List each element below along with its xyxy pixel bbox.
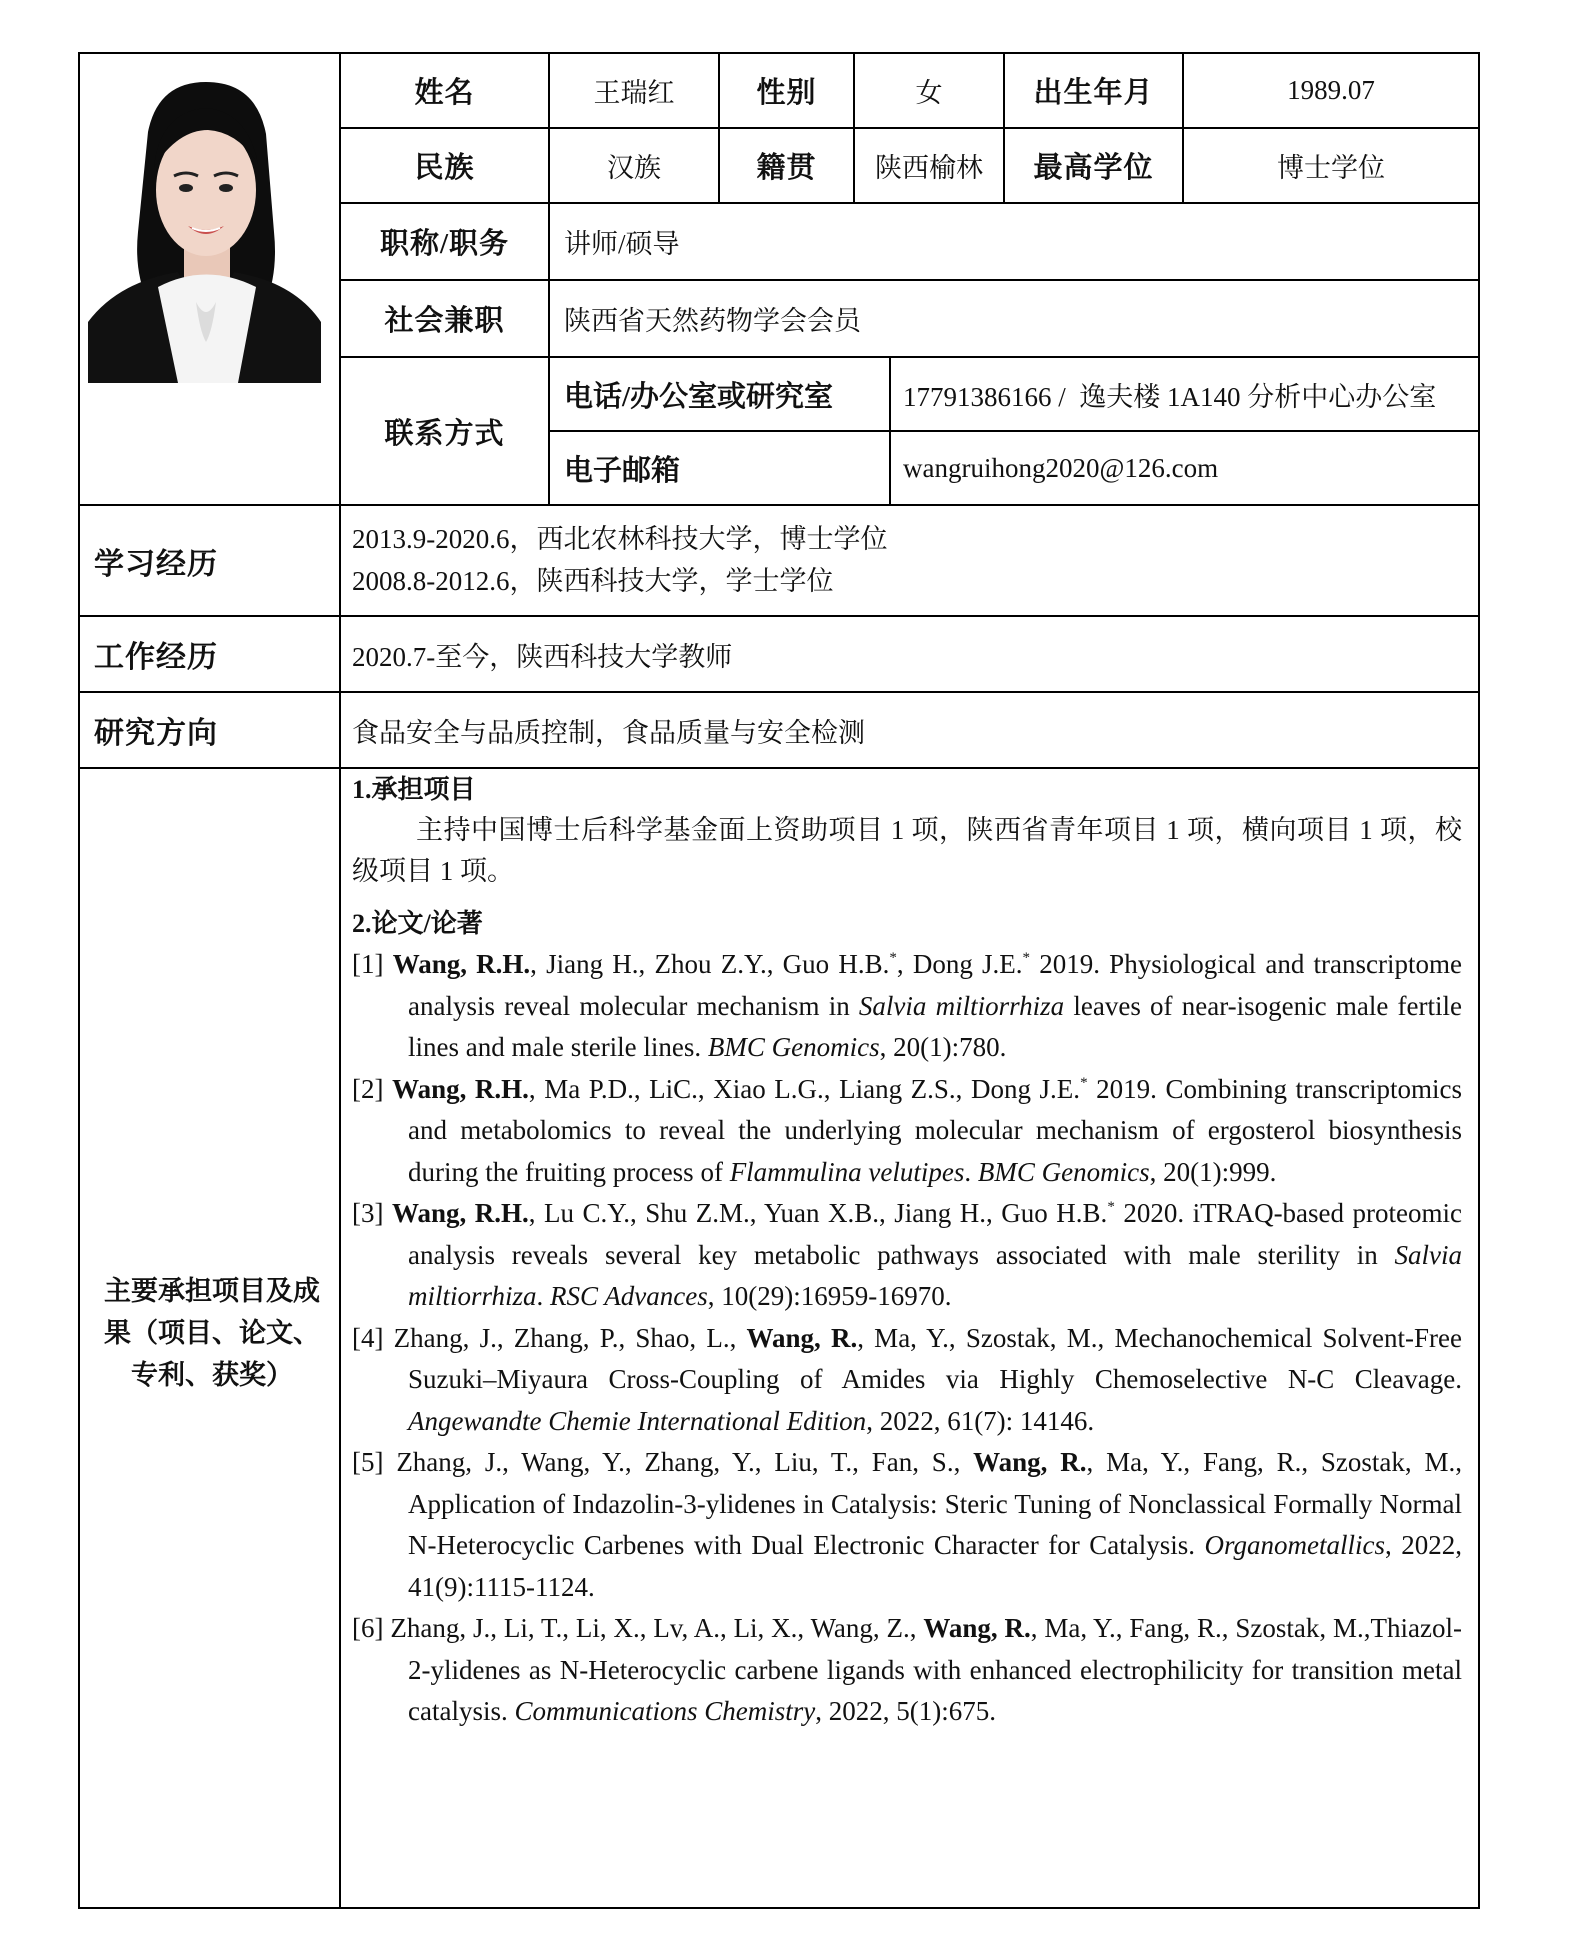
paper-tail: , 2022, 61(7): 14146. — [866, 1405, 1095, 1436]
social-position-value: 陕西省天然药物学会会员 — [564, 306, 861, 336]
paper-sup1: * — [1107, 1199, 1115, 1215]
paper-journal: Organometallics — [1204, 1530, 1385, 1560]
degree-label: 最高学位 — [1033, 152, 1154, 184]
paper-a2: 2019. Combining transcriptomics and metabolomics to reveal the underlying molecular mechanism of ergosterol biosynthesis during the fruiting process of — [408, 1073, 1462, 1187]
native-place-value: 陕西榆林 — [875, 153, 983, 183]
degree-value: 博士学位 — [1277, 153, 1385, 183]
birth-label: 出生年月 — [1033, 77, 1154, 109]
paper-tail: , 2022, 5(1):675. — [815, 1696, 996, 1726]
contact-label: 联系方式 — [384, 417, 505, 450]
research-value: 食品安全与品质控制，食品质量与安全检测 — [352, 717, 865, 748]
portrait-photo — [88, 72, 321, 383]
social-position-label: 社会兼职 — [384, 305, 505, 337]
achievements-content — [352, 770, 1462, 1733]
paper-a1: , Jiang H., Zhou Z.Y., Guo H.B. — [530, 949, 890, 979]
work-value: 2020.7-至今，陕西科技大学教师 — [352, 641, 733, 672]
achievements-label: 主要承担项目及成果（项目、论文、专利、获奖） — [104, 1276, 320, 1390]
study-item: 2008.8-2012.6，陕西科技大学，学士学位 — [352, 566, 834, 596]
paper-sup1: * — [1080, 1074, 1088, 1091]
papers-heading: 2.论文/论著 — [352, 909, 483, 938]
paper-a3: 2019. Physiological and transcriptome analysis reveal molecular mechanism in — [408, 949, 1463, 1021]
projects-text: 主持中国博士后科学基金面上资助项目 1 项，陕西省青年项目 1 项，横向项目 1 项，校级项目 1 项。 — [352, 815, 1462, 886]
paper-tail: , 20(1):780. — [879, 1032, 1007, 1062]
paper-num: [6] — [352, 1613, 391, 1643]
grid-line — [78, 767, 1480, 769]
paper-a1: , Ma, Y., Szostak, M., Mechanochemical Solvent-Free Suzuki–Miyaura Cross-Coupling of Amides via Highly Chemoselective N-C Cleavage. — [408, 1322, 1462, 1394]
paper-item — [352, 1193, 1462, 1318]
paper-tail: , 10(29):16959-16970. — [707, 1281, 952, 1311]
study-label: 学习经历 — [94, 547, 218, 581]
gender-label: 性别 — [756, 77, 817, 109]
paper-num: [2] — [352, 1073, 393, 1104]
paper-ital1: Flammulina velutipes — [729, 1156, 965, 1187]
grid-line — [889, 356, 891, 506]
paper-journal: RSC Advances — [550, 1281, 708, 1311]
paper-bold: Wang, R.H. — [392, 1073, 529, 1104]
paper-pre: Zhang, J., Li, T., Li, X., Lv, A., Li, X., Wang, Z., — [390, 1613, 924, 1643]
title-value: 讲师/硕导 — [564, 229, 680, 259]
title-label: 职称/职务 — [379, 228, 510, 260]
paper-a1: , Ma, Y., Fang, R., Szostak, M.,Thiazol-2-ylidenes as N-Heterocyclic carbene ligands with enhanced electrophilicity for transition metal catalysis. — [408, 1613, 1462, 1726]
paper-a4: leaves of near-isogenic male fertile lines and male sterile lines. — [408, 990, 1463, 1062]
paper-tail: , 20(1):999. — [1149, 1156, 1277, 1187]
table-border-bottom — [78, 1907, 1480, 1909]
paper-a4: . — [964, 1156, 978, 1187]
paper-num: [3] — [352, 1198, 392, 1228]
paper-a2: 2020. iTRAQ-based proteomic analysis reveals several key metabolic pathways associated with male sterility in — [408, 1198, 1462, 1270]
paper-pre: Zhang, J., Wang, Y., Zhang, Y., Liu, T., Fan, S., — [396, 1447, 974, 1477]
paper-a1: , Ma P.D., LiC., Xiao L.G., Liang Z.S., Dong J.E. — [528, 1073, 1081, 1104]
phone-value: 17791386166 / 逸夫楼 1A140 分析中心办公室 — [903, 381, 1437, 412]
name-label: 姓名 — [414, 77, 475, 109]
paper-bold: Wang, R. — [746, 1322, 858, 1353]
paper-journal: Angewandte Chemie International Edition — [408, 1405, 867, 1436]
table-border-right — [1478, 52, 1480, 1909]
email-label: 电子邮箱 — [564, 454, 681, 487]
paper-a1: , Lu C.Y., Shu Z.M., Yuan X.B., Jiang H., Guo H.B. — [528, 1198, 1108, 1228]
email-value: wangruihong2020@126.com — [903, 452, 1219, 483]
papers-list — [352, 944, 1462, 1733]
paper-journal: BMC Genomics — [707, 1032, 880, 1062]
table-border-left — [78, 52, 80, 1909]
research-label: 研究方向 — [94, 717, 218, 750]
paper-bold: Wang, R.H. — [392, 949, 531, 979]
paper-item — [352, 1069, 1462, 1194]
study-item: 2013.9-2020.6，西北农林科技大学，博士学位 — [352, 524, 888, 554]
paper-tail: , 2022, 41(9):1115-1124. — [408, 1530, 1462, 1602]
paper-item — [352, 1608, 1462, 1733]
paper-num: [4] — [352, 1322, 394, 1353]
paper-bold: Wang, R. — [973, 1447, 1087, 1477]
paper-ital1: Salvia miltiorrhiza — [408, 1239, 1462, 1311]
ethnicity-value: 汉族 — [607, 153, 661, 183]
paper-a4: . — [536, 1281, 551, 1311]
ethnicity-label: 民族 — [414, 152, 475, 184]
paper-sup1: * — [889, 950, 897, 966]
paper-item — [352, 1442, 1462, 1608]
gender-value: 女 — [915, 78, 943, 108]
phone-label: 电话/办公室或研究室 — [564, 380, 834, 413]
paper-item — [352, 1318, 1462, 1443]
paper-ital1: Salvia miltiorrhiza — [858, 990, 1065, 1021]
study-history — [352, 518, 1462, 602]
work-label: 工作经历 — [94, 641, 218, 674]
paper-a2: , Dong J.E. — [896, 949, 1023, 979]
name-value: 王瑞红 — [593, 78, 675, 108]
paper-a1: , Ma, Y., Fang, R., Szostak, M., Application of Indazolin-3-ylidenes in Catalysis: Steric Tuning of Nonclassical Formally Normal N-Heterocyclic Carbenes with Dual Electronic Character for Catalysis. — [408, 1447, 1462, 1560]
paper-sup2: * — [1022, 950, 1031, 966]
paper-num: [1] — [352, 949, 393, 979]
paper-item — [352, 944, 1462, 1069]
paper-num: [5] — [352, 1447, 397, 1477]
paper-journal: Communications Chemistry — [514, 1696, 816, 1726]
projects-heading: 1.承担项目 — [352, 775, 476, 804]
native-place-label: 籍贯 — [756, 152, 817, 184]
portrait-image — [88, 72, 321, 383]
paper-pre: Zhang, J., Zhang, P., Shao, L., — [393, 1322, 747, 1353]
paper-journal: BMC Genomics — [977, 1156, 1150, 1187]
birth-value: 1989.07 — [1287, 75, 1375, 105]
paper-bold: Wang, R.H. — [391, 1198, 529, 1228]
paper-bold: Wang, R. — [923, 1613, 1031, 1643]
